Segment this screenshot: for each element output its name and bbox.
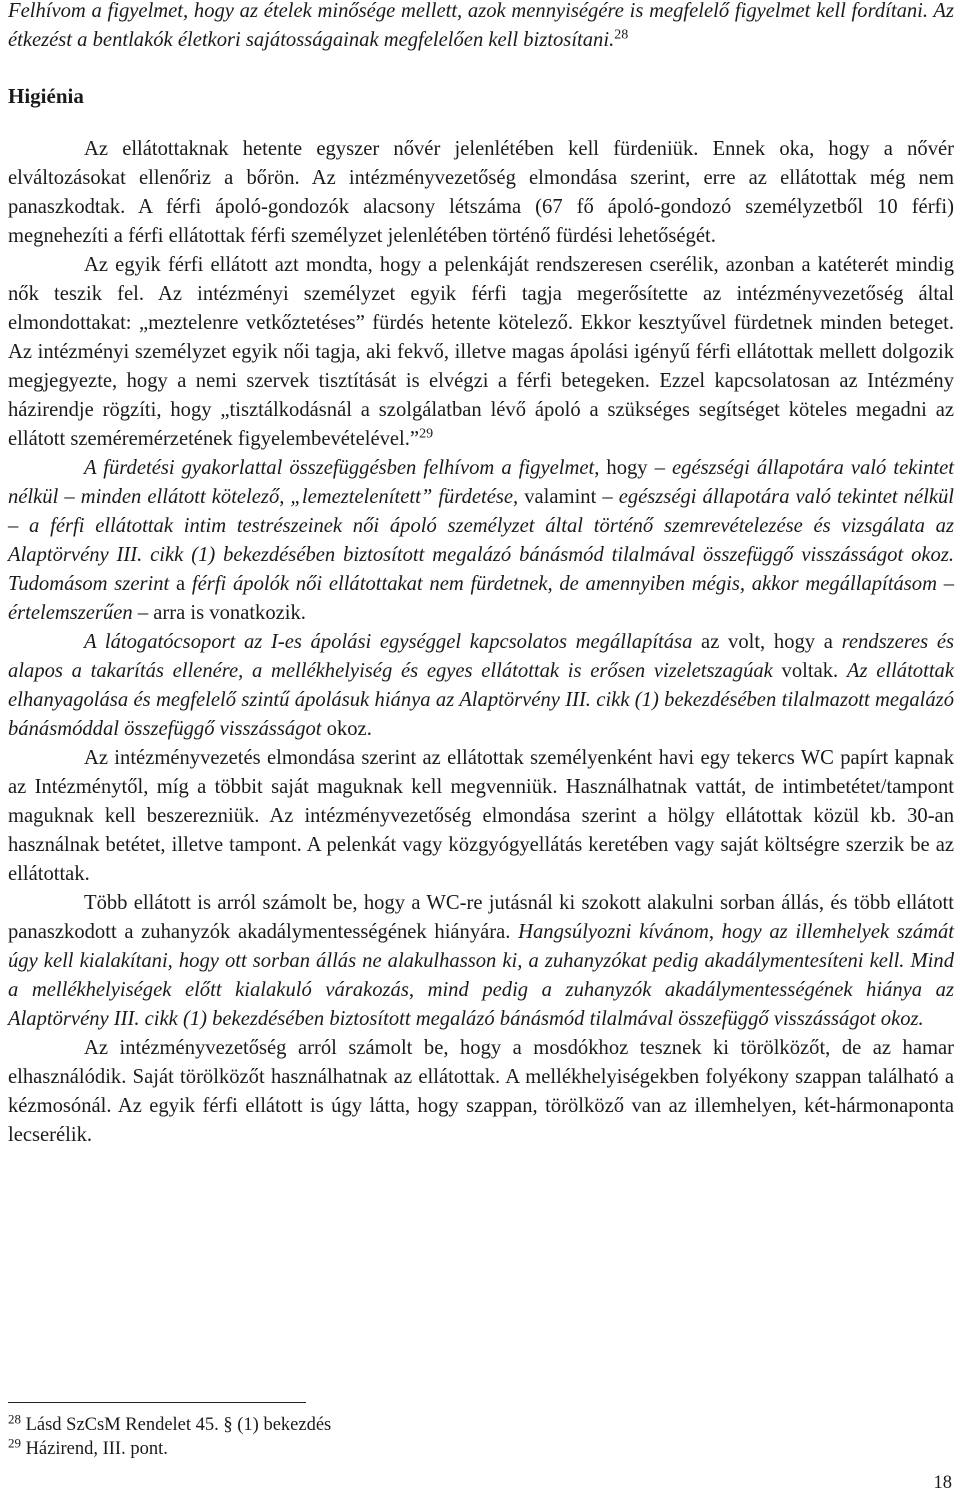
- text-run: Felhívom a figyelmet, hogy az ételek minősége mellett, azok mennyiségére is megfelelő figyelmet kell fordítani. Az étkezést a bentlakók életkori sajátosságainak megfelelően kell biztosítani.: [8, 0, 954, 51]
- paragraph-hygiene-intro: [8, 135, 954, 251]
- footnote-28: $^{28}$ Lásd SzCsM Rendelet 45. § (1) bekezdés: [8, 1411, 332, 1435]
- paragraph-portion-notice: [8, 0, 954, 55]
- text-run: a: [169, 573, 192, 595]
- text-run: okoz.: [321, 718, 372, 740]
- text-run: férfi ápolók női ellátottakat nem fürdetnek, de amennyiben mégis, akkor megállapításom – értelemszerűen –: [8, 573, 955, 624]
- paragraph-male-resident-report: [8, 251, 954, 454]
- text-run: valamint –: [518, 486, 619, 508]
- text-run: arra is vonatkozik.: [148, 602, 306, 624]
- text-run: Az ellátottaknak hetente egyszer nővér jelenlétében kell fürdeniük. Ennek oka, hogy a nővér elváltozásokat ellenőriz a bőrön. Az intézményvezetőség elmondása szerint, erre az ellátottak még nem panaszkodtak. A férfi ápoló-gondozók alacsony létszáma (67 fő ápoló-gondozó személyzetből 10 férfi) megnehezíti a férfi ellátottak férfi személyzet jelenlétében történő fürdési lehetőségét.: [8, 138, 954, 247]
- paragraph-towels-soap: [8, 1034, 954, 1150]
- text-run: Az egyik férfi ellátott azt mondta, hogy a pelenkáját rendszeresen cserélik, azonban a katéterét mindig nők teszik fel. Az intézményi személyzet egyik férfi tagja megerősítette az intézményvezetőség által elmondottakat: „meztelenre vetkőztetéses” fürdés hetente kötelező. Ekkor kesztyűvel fürdetnek minden beteget. Az intézményi személyzet egyik női tagja, aki fekvő, illetve magas ápolási igényű férfi ellátottak mellett dolgozik megjegyezte, hogy a nemi szervek tisztítását is elvégzi a férfi betegeken. Ezzel kapcsolatosan az Intézmény házirendje rögzíti, hogy „tisztálkodásnál a szolgálatban lévő ápoló a szükséges segítséget köteles megadni az ellátott szeméremérzetének figyelembevételével.”: [8, 254, 954, 450]
- paragraph-hygiene-supplies: [8, 744, 954, 889]
- text-run: Az intézményvezetés elmondása szerint az ellátottak személyenként havi egy tekercs WC papírt kapnak az Intézménytől, míg a többit saját maguknak kell megvenniük. Használhatnak vattát, de intimbetétet/tampont maguknak kell beszerezniük. Az intézményvezetőség elmondása szerint a hölgy ellátottak közül kb. 30-an használnak betétet, illetve tampont. A pelenkát vagy közgyógyellátás keretében vagy saját költségre szerzik be az ellátottak.: [8, 747, 954, 885]
- text-run: Több ellátott is arról számolt be, hogy a WC-re jutásnál ki szokott alakulni sorban állás, és több ellátott panaszkodott a zuhanyzók akadálymentességének hiányára.: [8, 892, 954, 943]
- footnote-ref: 29: [419, 426, 434, 442]
- text-run: A látogatócsoport az I-es ápolási egységgel kapcsolatos megállapítása: [84, 631, 693, 653]
- text-run: A fürdetési gyakorlattal összefüggésben felhívom a figyelmet: [84, 457, 595, 479]
- footnote-29: $^{29}$ Házirend, III. pont.: [8, 1435, 168, 1459]
- paragraph-bathing-finding: [8, 454, 954, 628]
- document-page: [8, 0, 954, 1502]
- text-run: egészségi állapotára való tekintet nélkül – a férfi ellátottak intim testrészeinek női ápoló személyzet által történő szemrevételezése és vizsgálata az Alaptörvény III. cikk (1) bekezdésében biztosított megalázó bánásmód tilalmával összefüggő visszásságot okoz. Tudomásom szerint: [8, 486, 955, 595]
- text-run: Hangsúlyozni kívánom, hogy az illemhelyek számát úgy kell kialakítani, hogy ott sorban állás ne alakulhasson ki, a zuhanyzókat pedig akadálymentesíteni kell. Mind a mellékhelyiségek előtt kialakuló várakozás, mind pedig a zuhanyzók akadálymentességének hiánya az Alaptörvény III. cikk (1) bekezdésében biztosított megalázó bánásmód tilalmával összefüggő visszásságot okoz.: [8, 921, 954, 1030]
- text-run: Az ellátottak elhanyagolása és megfelelő szintű ápolásuk hiánya az Alaptörvény III. cikk (1) bekezdésében tilalmazott megalázó bánásmóddal összefüggő visszásságot: [8, 660, 954, 740]
- footnotes: [8, 1402, 954, 1461]
- text-run: az volt, hogy a: [692, 631, 842, 653]
- paragraph-visiting-group-finding: [8, 628, 954, 744]
- text-run: Az intézményvezetőség arról számolt be, hogy a mosdókhoz tesznek ki törölközőt, de az hamar elhasználódik. Saját törölközőt használhatnak az ellátottak. A mellékhelyiségekben folyékony szappan található a kézmosónál. Az egyik férfi ellátott is úgy látta, hogy szappan, törölköző van az illemhelyen, két-hármonaponta lecserélik.: [8, 1037, 954, 1146]
- footnote-separator: [8, 1402, 306, 1403]
- page-number: 18: [933, 1473, 952, 1493]
- text-run: egészségi állapotára való tekintet nélkül – minden ellátott kötelező, „lemeztelenített” fürdetése,: [8, 457, 954, 508]
- text-run: voltak.: [772, 660, 847, 682]
- text-run: rendszeres és alapos a takarítás ellenére, a mellékhelyiség és egyes ellátottak is erősen vizeletszagúak: [8, 631, 954, 682]
- text-run: , hogy –: [594, 457, 673, 479]
- footnote-ref: 28: [614, 27, 629, 43]
- paragraph-toilet-queue: [8, 889, 954, 1034]
- section-heading: Higiénia: [8, 84, 84, 108]
